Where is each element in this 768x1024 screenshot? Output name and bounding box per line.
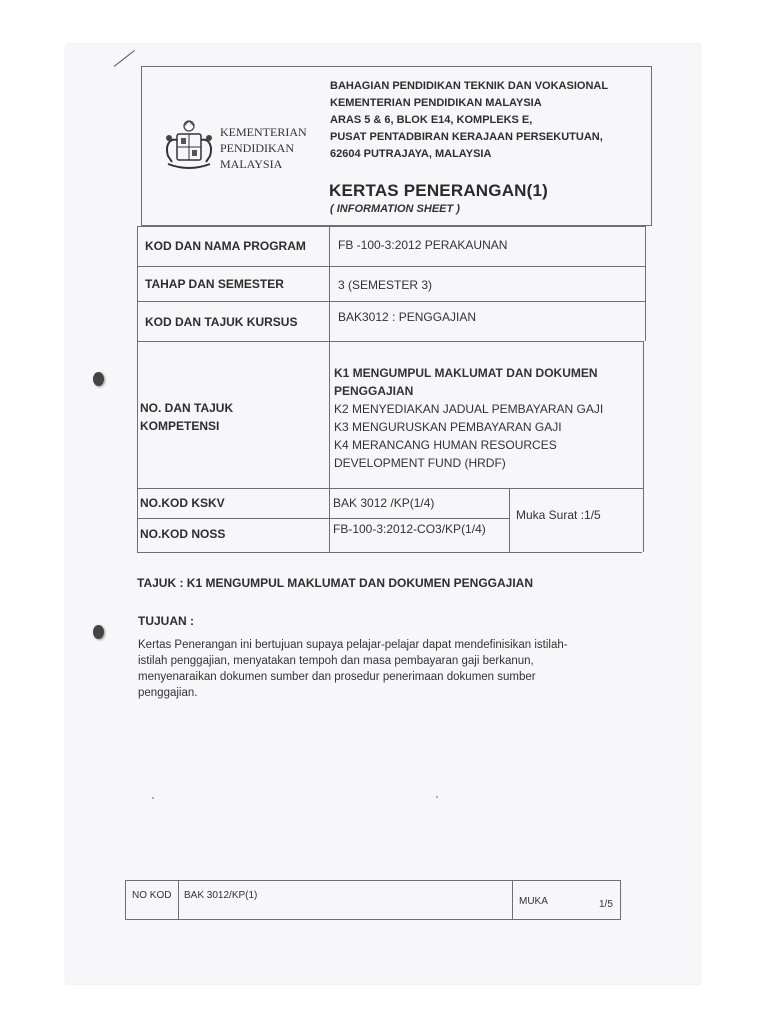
- competency-item: PENGGAJIAN: [334, 384, 414, 398]
- address-line: PUSAT PENTADBIRAN KERAJAAN PERSEKUTUAN,: [330, 131, 603, 143]
- program-value: FB -100-3:2012 PERAKAUNAN: [338, 238, 508, 252]
- ministry-line-1: KEMENTERIAN: [220, 125, 307, 139]
- program-label: KOD DAN NAMA PROGRAM: [145, 239, 306, 253]
- sheet-subtitle: ( INFORMATION SHEET ): [330, 203, 460, 215]
- kskv-value: BAK 3012 /KP(1/4): [333, 496, 435, 510]
- footer-code-value: BAK 3012/KP(1): [184, 890, 258, 901]
- course-value: BAK3012 : PENGGAJIAN: [338, 310, 477, 324]
- ministry-line-3: MALAYSIA: [220, 157, 283, 171]
- competency-item: K3 MENGURUSKAN PEMBAYARAN GAJI: [334, 420, 562, 434]
- competency-list: [334, 364, 603, 472]
- footer-page-value: 1/5: [599, 899, 613, 910]
- purpose-line: penggajian.: [138, 687, 198, 699]
- page-number-label: Muka Surat :1/5: [516, 508, 601, 522]
- purpose-line: Kertas Penerangan ini bertujuan supaya pelajar-pelajar dapat mendefinisikan istilah-: [138, 639, 568, 651]
- address-line: ARAS 5 & 6, BLOK E14, KOMPLEKS E,: [330, 114, 533, 126]
- ministry-name: [220, 124, 307, 172]
- kskv-label: NO.KOD KSKV: [140, 496, 225, 510]
- topic-title: TAJUK : K1 MENGUMPUL MAKLUMAT DAN DOKUMEN PENGGAJIAN: [137, 576, 533, 590]
- sheet-title: KERTAS PENERANGAN(1): [329, 181, 549, 200]
- noss-value: FB-100-3:2012-CO3/KP(1/4): [333, 522, 486, 536]
- purpose-heading: TUJUAN :: [138, 614, 194, 628]
- level-value: 3 (SEMESTER 3): [338, 278, 433, 292]
- purpose-paragraph: [138, 637, 626, 701]
- competency-label-line-1: NO. DAN TAJUK: [140, 401, 234, 415]
- address-block: [330, 78, 608, 163]
- punch-hole-bottom: [93, 625, 104, 639]
- competency-item: K2 MENYEDIAKAN JADUAL PEMBAYARAN GAJI: [334, 402, 604, 416]
- competency-item: DEVELOPMENT FUND (HRDF): [334, 456, 506, 470]
- address-line: BAHAGIAN PENDIDIKAN TEKNIK DAN VOKASIONAL: [330, 80, 609, 92]
- scan-speck: [436, 796, 438, 798]
- address-line: KEMENTERIAN PENDIDIKAN MALAYSIA: [330, 97, 542, 109]
- noss-label: NO.KOD NOSS: [140, 527, 226, 541]
- competency-label-line-2: KOMPETENSI: [140, 419, 220, 433]
- purpose-line: istilah penggajian, menyatakan tempoh dan masa pembayaran gaji berkanun,: [138, 655, 534, 667]
- course-label: KOD DAN TAJUK KURSUS: [145, 315, 298, 329]
- competency-item: K4 MERANCANG HUMAN RESOURCES: [334, 438, 557, 452]
- competency-label: [140, 399, 233, 435]
- footer-page-label: MUKA: [519, 896, 548, 907]
- level-label: TAHAP DAN SEMESTER: [145, 277, 284, 291]
- scan-speck: [152, 797, 154, 799]
- footer-code-label: NO KOD: [132, 890, 172, 901]
- malaysia-coat-of-arms-icon: [160, 118, 218, 176]
- punch-hole-top: [93, 372, 104, 386]
- competency-item: K1 MENGUMPUL MAKLUMAT DAN DOKUMEN: [334, 366, 598, 380]
- address-line: 62604 PUTRAJAYA, MALAYSIA: [330, 148, 492, 160]
- ministry-line-2: PENDIDIKAN: [220, 141, 294, 155]
- purpose-line: menyenaraikan dokumen sumber dan prosedur penerimaan dokumen sumber: [138, 671, 536, 683]
